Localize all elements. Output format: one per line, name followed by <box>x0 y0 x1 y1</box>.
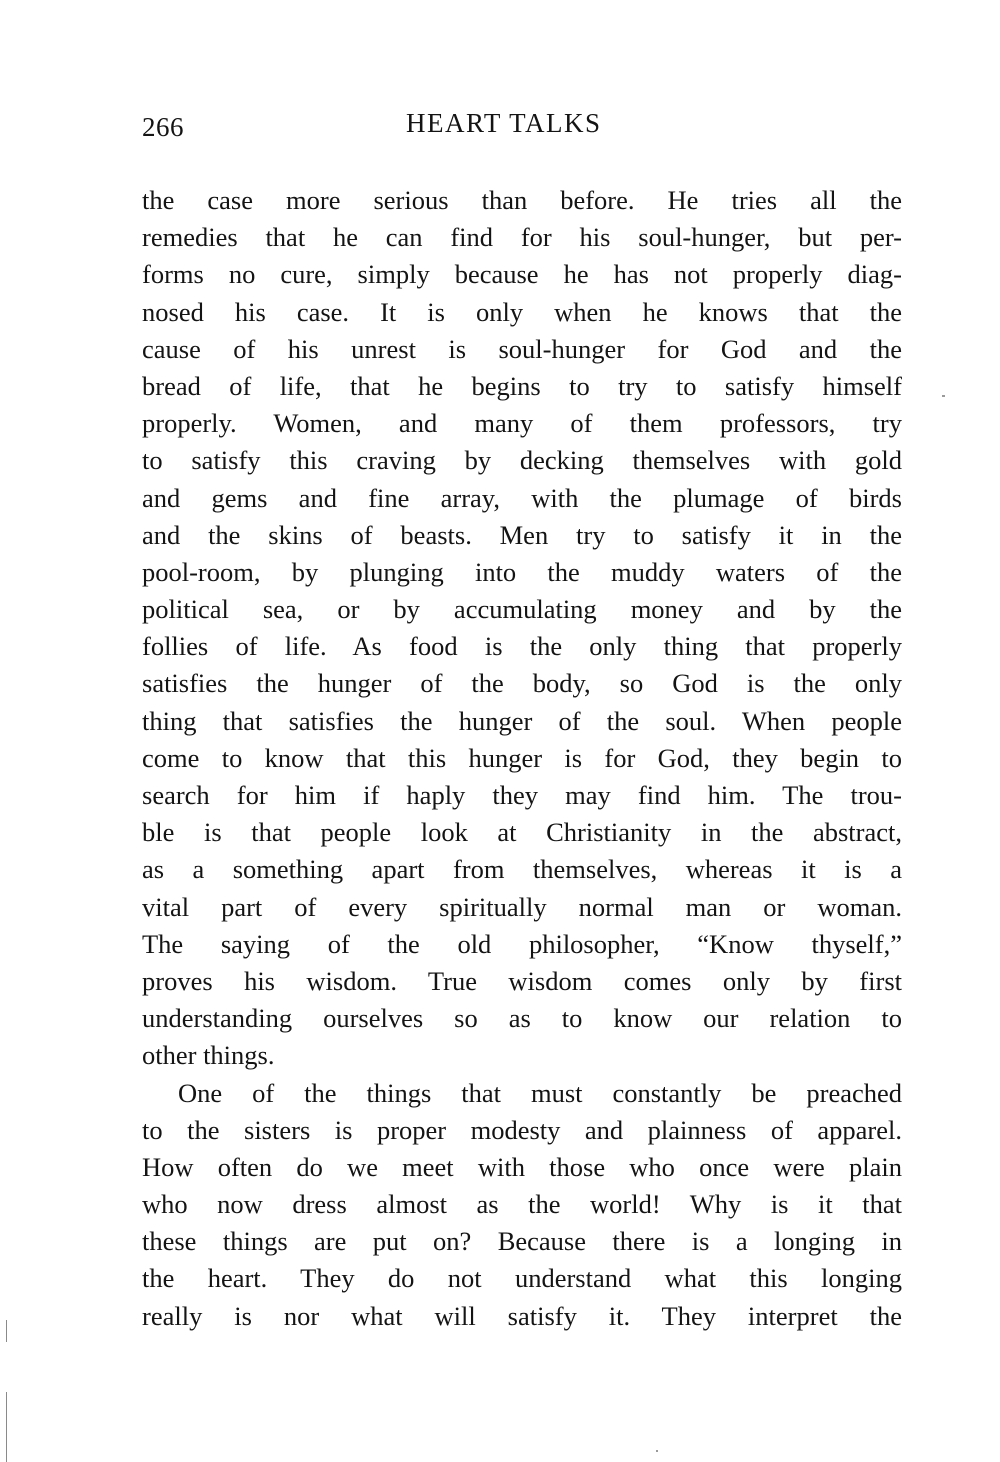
text-line: the heart. They do not understand what this longing <box>142 1263 902 1294</box>
text-line: to satisfy this craving by decking themselves with gold <box>142 445 902 476</box>
text-line: bread of life, that he begins to try to satisfy himself <box>142 370 902 401</box>
text-line: vital part of every spiritually normal man or woman. <box>142 891 902 922</box>
running-head <box>142 108 630 152</box>
scan-edge-mark <box>6 1392 7 1462</box>
text-line: and the skins of beasts. Men try to satisfy it in the <box>142 519 902 550</box>
text-line: who now dress almost as the world! Why is it that <box>142 1189 902 1220</box>
text-line: cause of his unrest is soul-hunger for God and the <box>142 333 902 364</box>
text-line: ble is that people look at Christianity in the abstract, <box>142 817 902 848</box>
text-line: these things are put on? Because there is a longing in <box>142 1226 902 1257</box>
paragraph-end-line: other things. <box>142 1040 275 1071</box>
text-line: understanding ourselves so as to know our relation to <box>142 1003 902 1034</box>
text-line: remedies that he can find for his soul-hunger, but per- <box>142 222 902 253</box>
text-line: thing that satisfies the hunger of the soul. When people <box>142 705 902 736</box>
text-line: forms no cure, simply because he has not properly diag- <box>142 259 902 290</box>
text-line: search for him if haply they may find him. The trou- <box>142 780 902 810</box>
text-line: properly. Women, and many of them professors, try <box>142 408 902 439</box>
text-line: follies of life. As food is the only thing that properly <box>142 631 902 662</box>
text-line: nosed his case. It is only when he knows that the <box>142 296 902 327</box>
paragraph-start-line: One of the things that must constantly be preached <box>178 1077 902 1108</box>
text-line: to the sisters is proper modesty and plainness of apparel. <box>142 1114 902 1145</box>
text-line: pool-room, by plunging into the muddy waters of the <box>142 556 902 587</box>
text-line: How often do we meet with those who once were plain <box>142 1151 902 1182</box>
text-line: proves his wisdom. True wisdom comes only by first <box>142 965 902 996</box>
text-line: satisfies the hunger of the body, so God is the only <box>142 668 902 699</box>
scan-edge-mark <box>6 1320 7 1342</box>
text-line: the case more serious than before. He tries all the <box>142 185 902 215</box>
page-number: 266 <box>142 112 184 142</box>
text-line: political sea, or by accumulating money and by the <box>142 594 902 625</box>
text-line: really is nor what will satisfy it. They interpret the <box>142 1300 902 1331</box>
text-line: as a something apart from themselves, whereas it is a <box>142 854 902 885</box>
running-title: HEART TALKS <box>406 108 602 138</box>
text-line: The saying of the old philosopher, “Know thyself,” <box>142 928 902 959</box>
scan-speck <box>656 1450 658 1452</box>
scan-speck <box>942 395 945 397</box>
body-text <box>142 182 902 1335</box>
text-line: come to know that this hunger is for God, they begin to <box>142 742 902 773</box>
text-line: and gems and fine array, with the plumage of birds <box>142 482 902 513</box>
